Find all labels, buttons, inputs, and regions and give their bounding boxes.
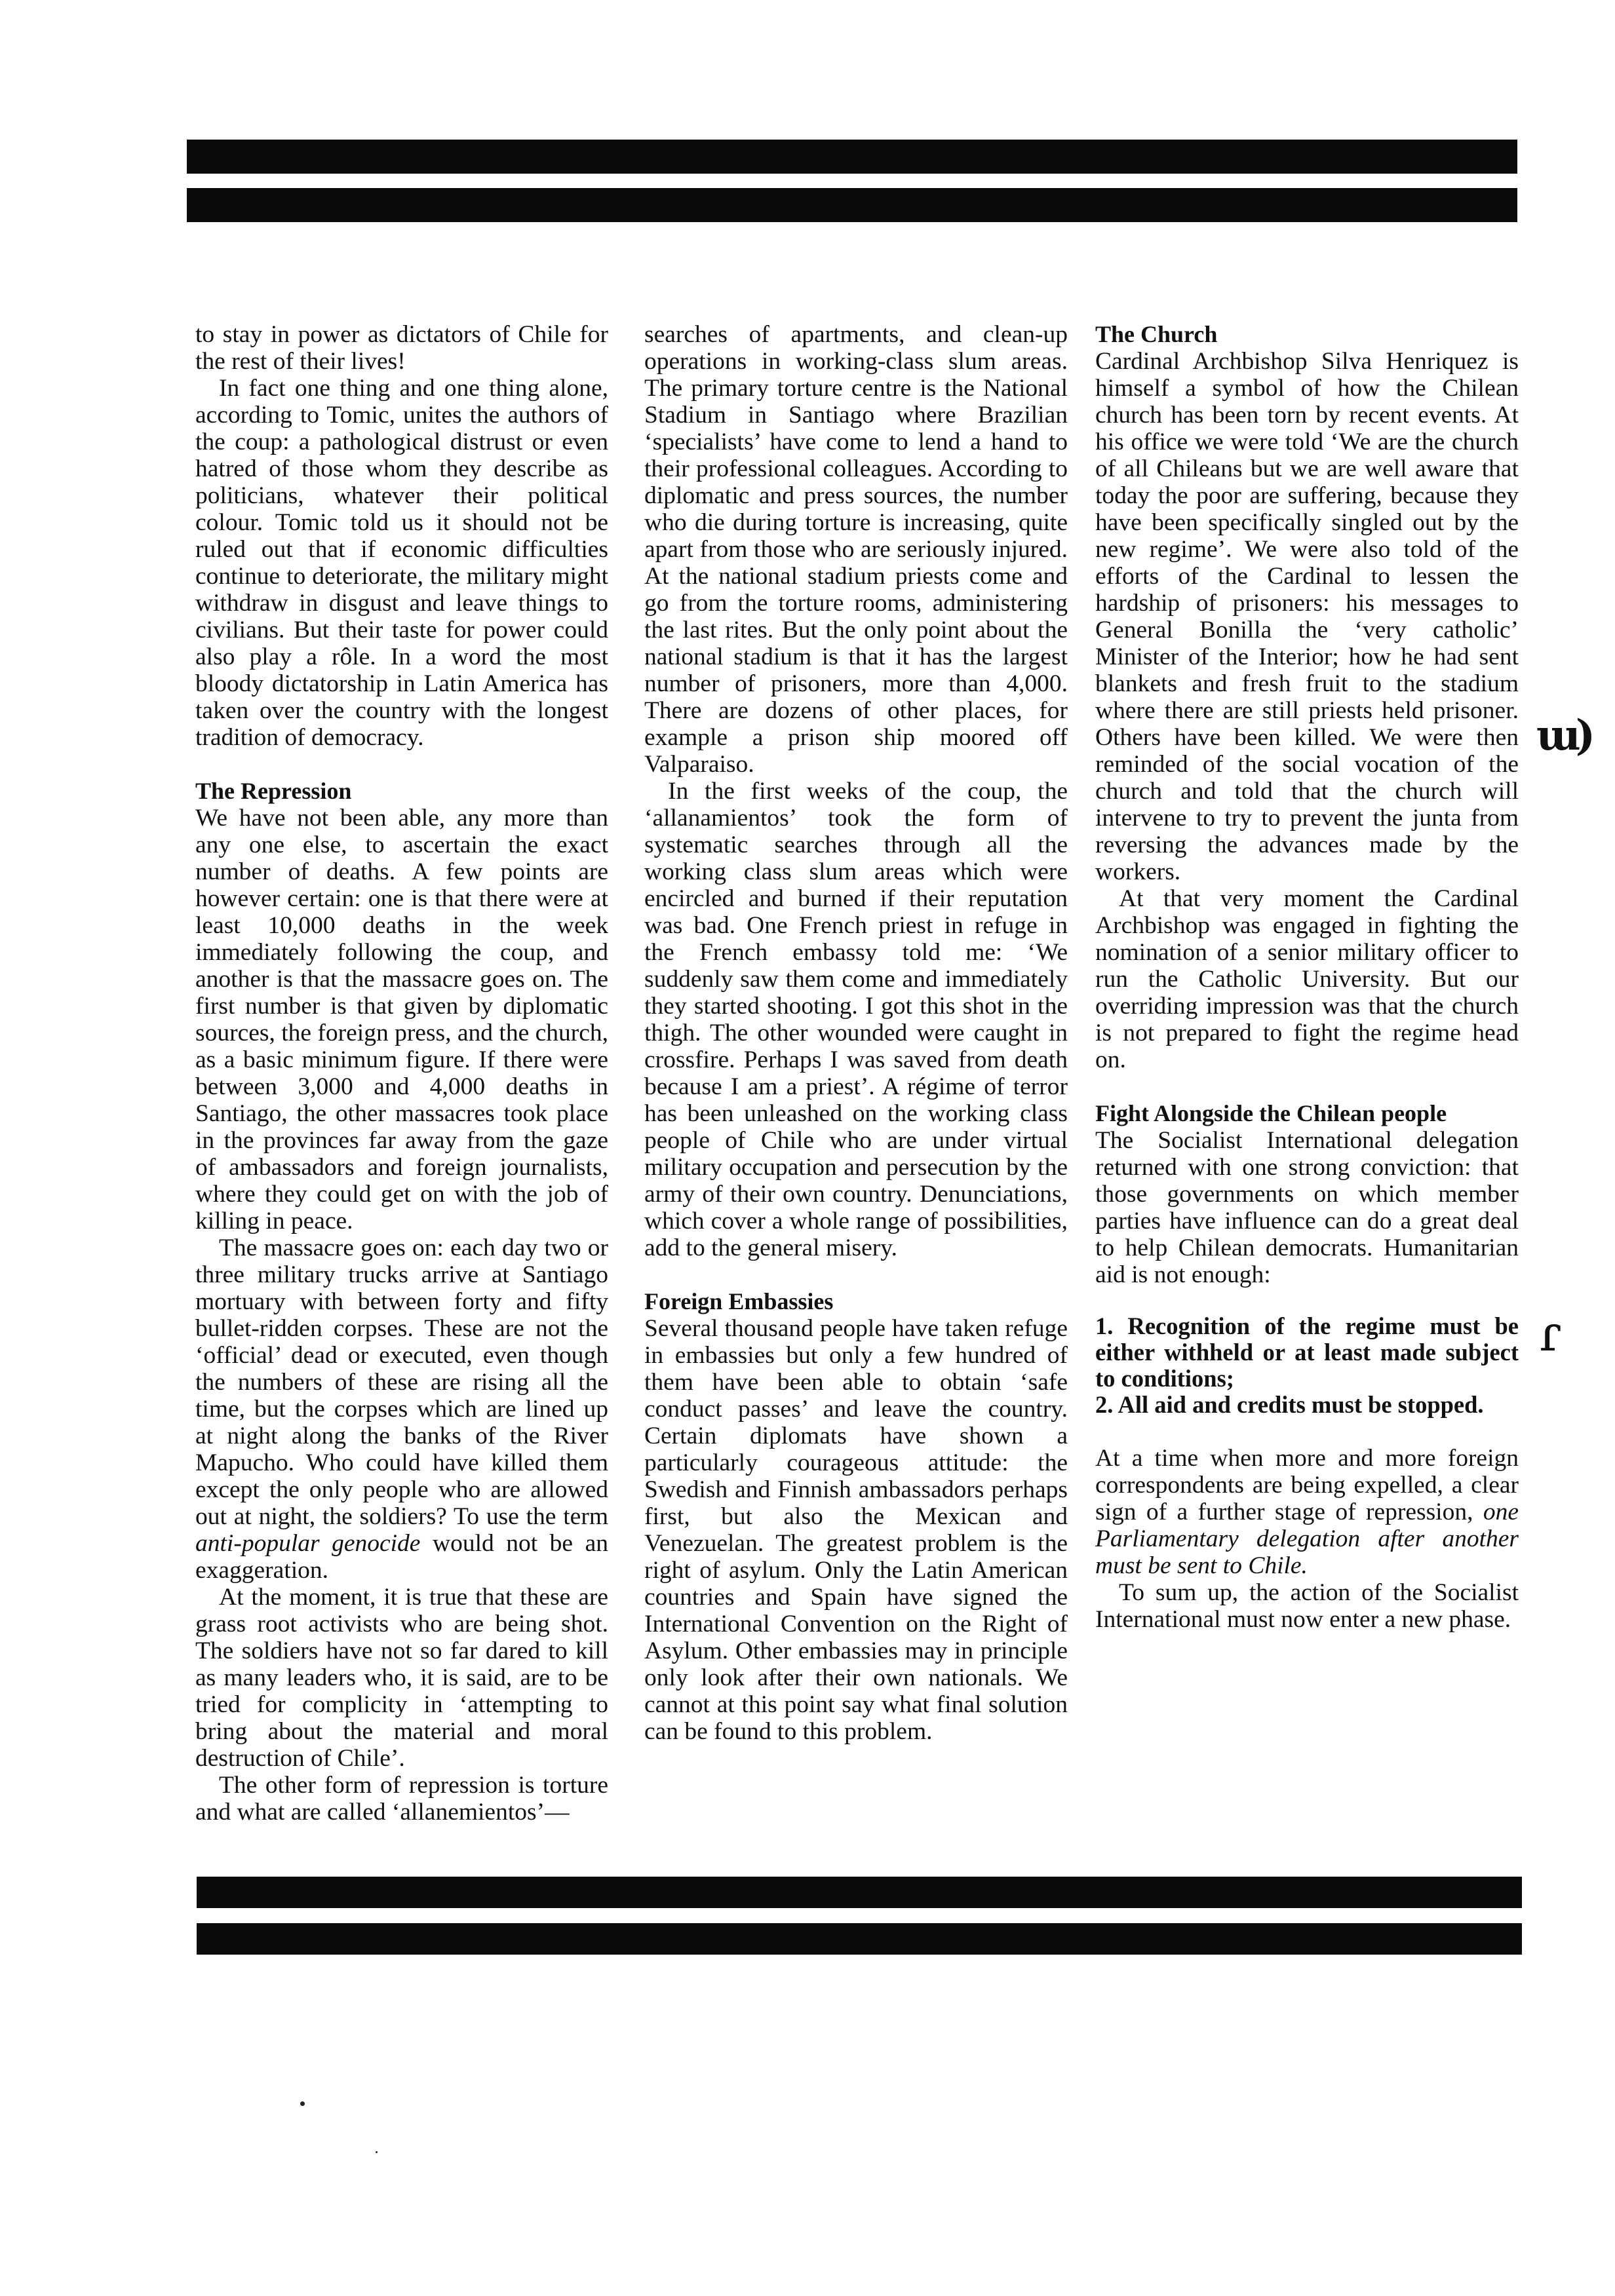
paragraph: Several thousand people have taken refuge in embassies but only a few hundred of them have been able to obtain ‘safe conduct passes’ and leave the country. Certain diplomats have shown a particularly courageous attitude: the Swedish and Finnish ambassadors perhaps first, but also the Mexican and Venezuelan. The greatest problem is the right of asylum. Only the Latin American countries and Spain have signed the International Convention on the Right of Asylum. Other embassies may in principle only look after their own nationals. We cannot at this point say what final solution can be found to this problem. bbox=[644, 1315, 1068, 1745]
footer-rule-lower bbox=[197, 1923, 1522, 1955]
text-column-3 bbox=[1095, 321, 1519, 1633]
demands-list bbox=[1095, 1313, 1519, 1418]
section-heading-repression: The Repression bbox=[195, 778, 352, 804]
text-column-1 bbox=[195, 321, 608, 1826]
margin-scribble-mark: ɾ bbox=[1539, 1304, 1562, 1362]
paragraph: The other form of repression is torture and what are called ‘allanemientos’— bbox=[195, 1772, 608, 1826]
list-item: 2. All aid and credits must be stopped. bbox=[1095, 1391, 1484, 1418]
paragraph: At that very moment the Cardinal Archbishop was engaged in fighting the nomination of a senior military officer to run the Catholic University. But our overriding impression was that the church is not prepared to fight the regime head on. bbox=[1095, 885, 1519, 1073]
scan-speck bbox=[376, 2151, 378, 2153]
emphasis-text: anti-popular genocide bbox=[195, 1530, 421, 1557]
paragraph: In the first weeks of the coup, the ‘allanamientos’ took the form of systematic searches through all the working class slum areas which were encircled and burned if their reputation was bad. One French priest in refuge in the French embassy told me: ‘We suddenly saw them come and immediately they started shooting. I got this shot in the thigh. The other wounded were caught in crossfire. Perhaps I was saved from death because I am a priest’. A régime of terror has been unleashed on the working class people of Chile who are under virtual military occupation and persecution by the army of their own country. Denunciations, which cover a whole range of possibilities, add to the general misery. bbox=[644, 778, 1068, 1261]
spacer bbox=[1095, 1073, 1519, 1100]
paragraph bbox=[1095, 1445, 1519, 1579]
spacer bbox=[1095, 1418, 1519, 1445]
paragraph: The Socialist International delegation returned with one strong conviction: that those governments on which member parties have influence can do a great deal to help Chilean democrats. Humanitarian aid is not enough: bbox=[1095, 1127, 1519, 1288]
paragraph: In fact one thing and one thing alone, according to Tomic, unites the authors of the coup: a pathological distrust or even hatred of those whom they describe as politicians, whatever their political colour. Tomic told us it should not be ruled out that if economic difficulties continue to deteriorate, the military might withdraw in disgust and leave things to civilians. But their taste for power could also play a rôle. In a word the most bloody dictatorship in Latin America has taken over the country with the longest tradition of democracy. bbox=[195, 375, 608, 751]
header-rule-upper bbox=[187, 140, 1517, 174]
list-item: 1. Recognition of the regime must be either withheld or at least made subject to conditions; bbox=[1095, 1312, 1519, 1392]
scan-speck bbox=[300, 2101, 305, 2106]
paragraph: to stay in power as dictators of Chile for the rest of their lives! bbox=[195, 321, 608, 375]
paragraph-text: would not be an exaggeration. bbox=[195, 1530, 608, 1584]
section-heading-church: The Church bbox=[1095, 321, 1218, 347]
paragraph bbox=[195, 1234, 608, 1584]
margin-scribble-mark: ɯ) bbox=[1536, 711, 1590, 760]
paragraph: Cardinal Archbishop Silva Henriquez is himself a symbol of how the Chilean church has been torn by recent events. At his office we were told ‘We are the church of all Chileans but we are well aware that today the poor are suffering, because they have been specifically singled out by the new regime’. We were also told of the efforts of the Cardinal to lessen the hardship of prisoners: his messages to General Bonilla the ‘very catholic’ Minister of the Interior; how he had sent blankets and fresh fruit to the stadium where there are still priests held prisoner. Others have been killed. We were then reminded of the social vocation of the church and told that the church will intervene to try to prevent the junta from reversing the advances made by the workers. bbox=[1095, 348, 1519, 885]
text-column-2 bbox=[644, 321, 1068, 1745]
paragraph-text: At a time when more and more foreign correspondents are being expelled, a clear sign of a further stage of repression, bbox=[1095, 1445, 1519, 1525]
spacer bbox=[644, 1261, 1068, 1288]
paragraph: At the moment, it is true that these are grass root activists who are being shot. The soldiers have not so far dared to kill as many leaders who, it is said, are to be tried for complicity in ‘attempting to bring about the material and moral destruction of Chile’. bbox=[195, 1584, 608, 1772]
header-rule-lower bbox=[187, 188, 1517, 222]
spacer bbox=[1095, 1288, 1519, 1313]
paragraph: We have not been able, any more than any one else, to ascertain the exact number of deaths. A few points are however certain: one is that there were at least 10,000 deaths in the week immediately following the coup, and another is that the massacre goes on. The first number is that given by diplomatic sources, the foreign press, and the church, as a basic minimum figure. If there were between 3,000 and 4,000 deaths in Santiago, the other massacres took place in the provinces far away from the gaze of ambassadors and foreign journalists, where they could get on with the job of killing in peace. bbox=[195, 805, 608, 1234]
emphasis-text: one Parliamentary delegation after another must be sent to Chile. bbox=[1095, 1499, 1519, 1579]
paragraph-text: The massacre goes on: each day two or three military trucks arrive at Santiago mortuary with between forty and fifty bullet-ridden corpses. These are not the ‘official’ dead or executed, even though the numbers of these are rising all the time, but the corpses which are lined up at night along the banks of the River Mapucho. Who could have killed them except the only people who are allowed out at night, the soldiers? To use the term bbox=[195, 1234, 608, 1530]
spacer bbox=[195, 751, 608, 778]
footer-rule-upper bbox=[197, 1877, 1522, 1908]
paragraph: To sum up, the action of the Socialist International must now enter a new phase. bbox=[1095, 1579, 1519, 1633]
paragraph: searches of apartments, and clean-up operations in working-class slum areas. The primary torture centre is the National Stadium in Santiago where Brazilian ‘specialists’ have come to lend a hand to their professional colleagues. According to diplomatic and press sources, the number who die during torture is increasing, quite apart from those who are seriously injured. At the national stadium priests come and go from the torture rooms, administering the last rites. But the only point about the national stadium is that it has the largest number of prisoners, more than 4,000. There are dozens of other places, for example a prison ship moored off Valparaiso. bbox=[644, 321, 1068, 778]
section-heading-fight: Fight Alongside the Chilean people bbox=[1095, 1100, 1447, 1126]
section-heading-embassies: Foreign Embassies bbox=[644, 1288, 834, 1314]
